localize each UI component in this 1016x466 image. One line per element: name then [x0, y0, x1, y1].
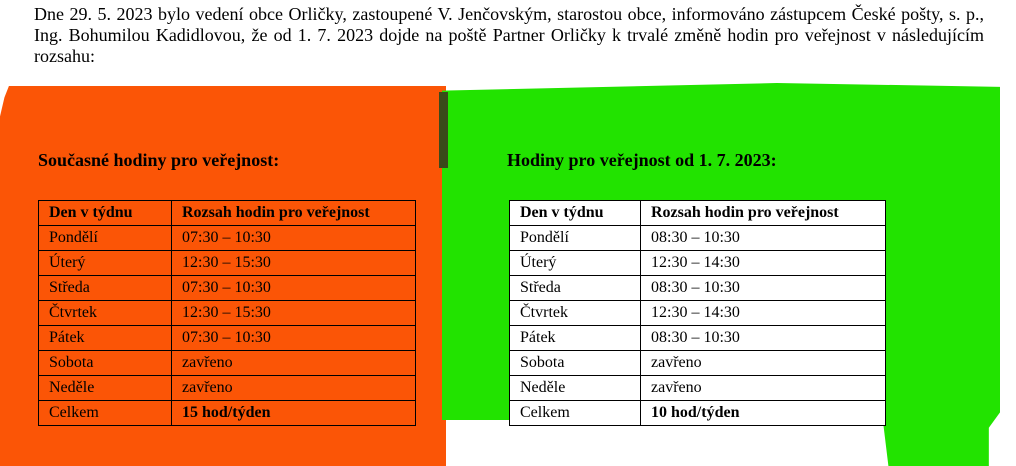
new-hours-heading: Hodiny pro veřejnost od 1. 7. 2023: [507, 150, 777, 170]
day-cell: Pondělí [510, 226, 641, 251]
hours-cell: 12:30 – 14:30 [641, 301, 886, 326]
column-header-day: Den v týdnu [39, 201, 172, 226]
table-row [39, 251, 416, 276]
day-cell: Neděle [510, 376, 641, 401]
table-row [510, 251, 886, 276]
table-row [39, 376, 416, 401]
day-cell: Úterý [510, 251, 641, 276]
day-cell: Čtvrtek [510, 301, 641, 326]
day-cell: Středa [39, 276, 172, 301]
table-row [510, 226, 886, 251]
table-row [510, 301, 886, 326]
day-cell: Úterý [39, 251, 172, 276]
total-label: Celkem [510, 401, 641, 426]
table-row [39, 276, 416, 301]
new-hours-table [509, 200, 886, 426]
hours-cell: 08:30 – 10:30 [641, 276, 886, 301]
hours-cell: zavřeno [641, 351, 886, 376]
hours-cell: 12:30 – 15:30 [172, 301, 416, 326]
hours-cell: 08:30 – 10:30 [641, 226, 886, 251]
hours-cell: zavřeno [172, 351, 416, 376]
hours-cell: zavřeno [641, 376, 886, 401]
table-header-row [510, 201, 886, 226]
day-cell: Čtvrtek [39, 301, 172, 326]
table-row [39, 326, 416, 351]
total-label: Celkem [39, 401, 172, 426]
day-cell: Středa [510, 276, 641, 301]
hours-cell: 07:30 – 10:30 [172, 276, 416, 301]
hours-cell: 08:30 – 10:30 [641, 326, 886, 351]
table-row [510, 351, 886, 376]
day-cell: Sobota [510, 351, 641, 376]
hours-cell: zavřeno [172, 376, 416, 401]
table-header-row [39, 201, 416, 226]
day-cell: Pátek [510, 326, 641, 351]
table-row [39, 301, 416, 326]
day-cell: Sobota [39, 351, 172, 376]
current-hours-heading: Současné hodiny pro veřejnost: [38, 150, 280, 170]
intro-paragraph: Dne 29. 5. 2023 bylo vedení obce Orličky, zastoupené V. Jenčovským, starostou obce, informováno zástupcem České pošty, s. p., Ing. Bohumilou Kadidlovou, že od 1. 7. 2023 dojde na poště Partner Orličky k trvalé změně hodin pro veřejnost v následujícím rozsahu: [34, 4, 984, 66]
table-row [510, 376, 886, 401]
hours-cell: 12:30 – 15:30 [172, 251, 416, 276]
column-header-hours: Rozsah hodin pro veřejnost [641, 201, 886, 226]
hours-cell: 12:30 – 14:30 [641, 251, 886, 276]
day-cell: Neděle [39, 376, 172, 401]
column-header-day: Den v týdnu [510, 201, 641, 226]
total-value: 15 hod/týden [172, 401, 416, 426]
table-row [39, 226, 416, 251]
hours-cell: 07:30 – 10:30 [172, 226, 416, 251]
hours-cell: 07:30 – 10:30 [172, 326, 416, 351]
table-row [39, 351, 416, 376]
total-value: 10 hod/týden [641, 401, 886, 426]
day-cell: Pátek [39, 326, 172, 351]
table-row [510, 276, 886, 301]
total-row [39, 401, 416, 426]
day-cell: Pondělí [39, 226, 172, 251]
total-row [510, 401, 886, 426]
current-hours-table [38, 200, 416, 426]
table-row [510, 326, 886, 351]
column-header-hours: Rozsah hodin pro veřejnost [172, 201, 416, 226]
highlight-edge [439, 92, 448, 168]
